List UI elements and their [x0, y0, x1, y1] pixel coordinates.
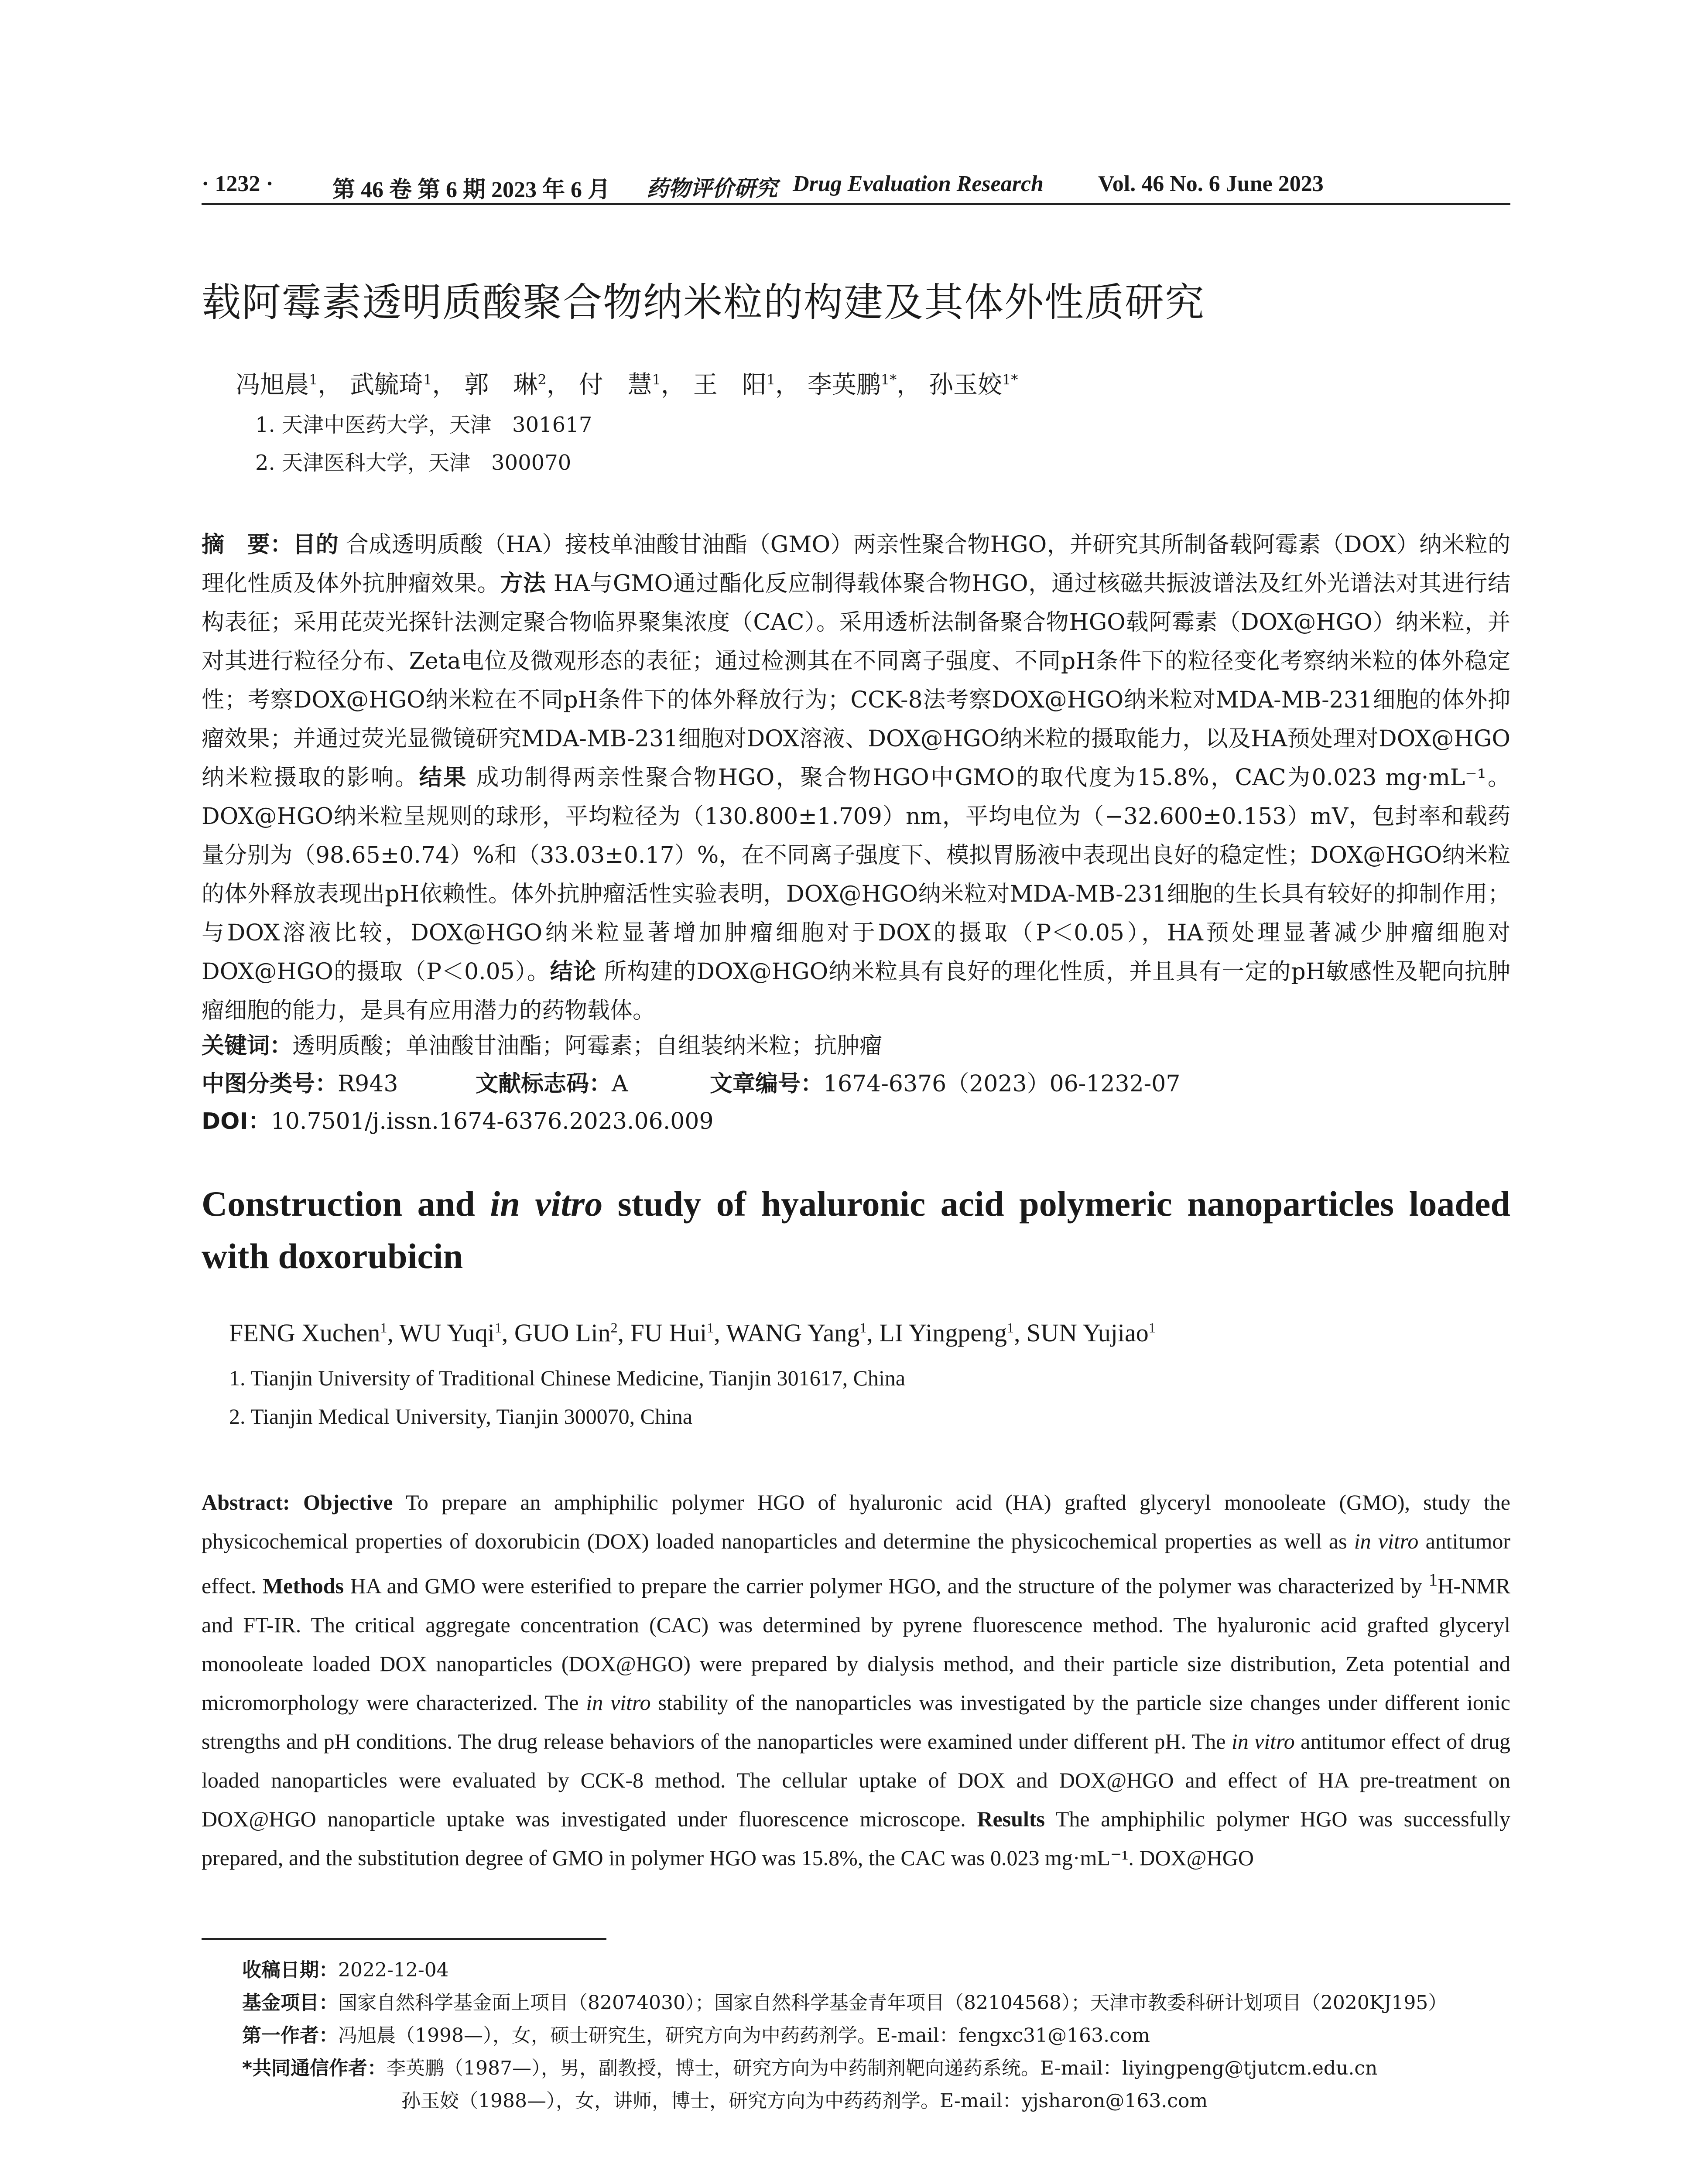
title-en	[202, 1178, 1510, 1282]
corresponding-label: *共同通信作者：	[242, 2057, 387, 2079]
results-cn: 成功制得两亲性聚合物HGO，聚合物HGO中GMO的取代度为15.8%，CAC为0.023 mg·mL⁻¹。DOX@HGO纳米粒呈规则的球形，平均粒径为（130.800±1.709）nm，平均电位为（−32.600±0.153）mV，包封率和载药量分别为（98.65±0.74）%和（33.03±0.17）%，在不同离子强度下、模拟胃肠液中表现出良好的稳定性；DOX@HGO纳米粒的体外释放表现出pH依赖性。体外抗肿瘤活性实验表明，DOX@HGO纳米粒对MDA-MB-231细胞的生长具有较好的抑制作用；与DOX溶液比较，DOX@HGO纳米粒显著增加肿瘤细胞对于DOX的摄取（P＜0.05），HA预处理显著减少肿瘤细胞对DOX@HGO的摄取（P＜0.05）。	[202, 765, 1511, 985]
italic-term: in vitro	[1231, 1729, 1295, 1754]
authors-en: FENG Xuchen$^1$, WU Yuqi$^1$, GUO Lin$^2$, FU Hui$^1$, WANG Yang$^1$, LI Yingpeng$^1$, SUN Yujiao$^1$	[229, 1319, 1156, 1347]
author-sup: 2	[537, 371, 547, 388]
affiliation-en-1: 1. Tianjin University of Traditional Chinese Medicine, Tianjin 301617, China	[229, 1366, 906, 1390]
fund-value: 国家自然科学基金面上项目（82074030）；国家自然科学基金青年项目（82104568）；天津市教委科研计划项目（2020KJ195）	[338, 1992, 1448, 2014]
results-label-cn: 结果	[419, 765, 468, 791]
author-sup: 1	[707, 1320, 714, 1336]
affiliation-cn-2: 2. 天津医科大学，天津 300070	[255, 451, 572, 475]
footnote-rule	[202, 1938, 606, 1940]
author-cn: 郭 琳	[464, 371, 538, 399]
objective-en: antitumor effect.	[202, 1529, 1510, 1598]
authors-cn: 冯旭晨$^1$， 武毓琦$^1$， 郭 琳$^2$， 付 慧$^1$， 王 阳$^1$， 李英鹏$^{1*}$， 孙玉姣$^{1*}$	[236, 371, 1018, 399]
footnote-first-author	[242, 2020, 1150, 2048]
methods-cn: HA与GMO通过酯化反应制得载体聚合物HGO，通过核磁共振波谱法及红外光谱法对其进行结构表征；采用芘荧光探针法测定聚合物临界聚集浓度（CAC）。采用透析法制备聚合物HGO载阿霉素（DOX@HGO）纳米粒，并对其进行粒径分布、Zeta电位及微观形态的表征；通过检测其在不同离子强度、不同pH条件下的粒径变化考察纳米粒的体外稳定性；考察DOX@HGO纳米粒在不同pH条件下的体外释放行为；CCK-8法考察DOX@HGO纳米粒对MDA-MB-231细胞的体外抑瘤效果；并通过荧光显微镜研究MDA-MB-231细胞对DOX溶液、DOX@HGO纳米粒的摄取能力，以及HA预处理对DOX@HGO纳米粒摄取的影响。	[202, 571, 1510, 791]
article-number-value: 1674-6376（2023）06-1232-07	[823, 1071, 1181, 1097]
abstract-label-cn: 摘 要：	[202, 532, 293, 558]
doi-label: DOI：	[202, 1108, 271, 1135]
received-value: 2022-12-04	[338, 1959, 449, 1981]
methods-label-en: Methods	[262, 1573, 344, 1598]
affiliation-cn-1: 1. 天津中医药大学，天津 301617	[255, 413, 592, 437]
keywords-label: 关键词：	[202, 1033, 293, 1059]
methods-en: H-NMR and FT-IR. The critical aggregate concentration (CAC) was determined by pyrene fluorescence method. The hyaluronic acid grafted glyceryl monooleate loaded DOX nanoparticles (DOX@HGO) were prepared by dialysis method, and their particle size distribution, Zeta potential and micromorphology were characterized. The	[202, 1573, 1510, 1715]
author-cn: 王 阳	[693, 371, 767, 399]
objective-label-en: Objective	[303, 1490, 393, 1514]
volume-en: Vol. 46 No. 6 June 2023	[1098, 171, 1324, 196]
clc-label: 中图分类号：	[202, 1071, 338, 1097]
author-en: LI Yingpeng	[879, 1319, 1007, 1347]
clc-value: R943	[338, 1071, 398, 1097]
affiliation-en-2: 2. Tianjin Medical University, Tianjin 300070, China	[229, 1404, 693, 1429]
author-sup: 1	[1148, 1320, 1156, 1336]
methods-en: HA and GMO were esterified to prepare the carrier polymer HGO, and the structure of the polymer was characterized by	[350, 1573, 1429, 1598]
author-cn: 冯旭晨	[236, 371, 309, 399]
author-cn: 付 慧	[578, 371, 652, 399]
doc-code-label: 文献标志码：	[476, 1071, 612, 1097]
author-sup: 1	[766, 371, 776, 388]
author-en: FU Hui	[630, 1319, 707, 1347]
author-sup: 1	[423, 371, 432, 388]
volume-cn: 第 46 卷 第 6 期 2023 年 6 月	[332, 178, 611, 202]
objective-label-cn: 目的	[293, 532, 339, 558]
author-sup: 1	[309, 371, 318, 388]
methods-sup: 1	[1428, 1570, 1438, 1590]
article-number-label: 文章编号：	[710, 1071, 824, 1097]
header-rule	[202, 203, 1510, 205]
fund-label: 基金项目：	[242, 1992, 338, 2014]
keywords-cn	[202, 1027, 882, 1060]
author-en: SUN Yujiao	[1026, 1319, 1149, 1347]
methods-en: antitumor effect of drug loaded nanoparticles were evaluated by CCK-8 method. The cellular uptake of DOX and DOX@HGO and effect of HA pre-treatment on DOX@HGO nanoparticle uptake was investigated under fluorescence microscope.	[202, 1729, 1511, 1831]
author-sup: 1	[380, 1320, 387, 1336]
footnote-fund	[242, 1987, 1447, 2015]
results-label-en: Results	[977, 1806, 1045, 1831]
journal-logo-cn: 药物评价研究	[647, 175, 777, 201]
author-sup: 1*	[880, 371, 897, 388]
methods-en: stability of the nanoparticles was investigated by the particle size changes under different ionic strengths and pH conditions. The drug release behaviors of the nanoparticles were examined under different pH. The	[202, 1690, 1510, 1754]
conclusion-label-cn: 结论	[550, 959, 596, 985]
doc-code-value: A	[612, 1071, 628, 1097]
author-sup: 1*	[1002, 371, 1018, 388]
author-sup: 1	[652, 371, 661, 388]
corresponding-value-1: 李英鹏（1987—），男，副教授，博士，研究方向为中药制剂靶向递药系统。E-mail：liyingpeng@tjutcm.edu.cn	[387, 2057, 1378, 2079]
title-en-part: Construction and	[202, 1184, 490, 1224]
journal-name-en: Drug Evaluation Research	[793, 171, 1044, 196]
page-number: · 1232 ·	[202, 171, 274, 196]
first-author-label: 第一作者：	[242, 2024, 338, 2047]
author-sup: 1	[1006, 1320, 1014, 1336]
first-author-value: 冯旭晨（1998—），女，硕士研究生，研究方向为中药药剂学。E-mail：fengxc31@163.com	[338, 2024, 1150, 2047]
author-cn: 孙玉姣	[929, 371, 1003, 399]
keywords-value: 透明质酸；单油酸甘油酯；阿霉素；自组装纳米粒；抗肿瘤	[292, 1033, 883, 1059]
doi-value: 10.7501/j.issn.1674-6376.2023.06.009	[270, 1108, 714, 1135]
objective-en: To prepare an amphiphilic polymer HGO of hyaluronic acid (HA) grafted glyceryl monooleate (GMO), study the physicochemical properties of doxorubicin (DOX) loaded nanoparticles and determine the physicochemical properties as well as	[202, 1490, 1510, 1553]
author-cn: 武毓琦	[350, 371, 424, 399]
title-en-part: study of hyaluronic acid polymeric nanoparticles loaded with doxorubicin	[202, 1184, 1510, 1276]
abstract-label-en: Abstract:	[202, 1490, 290, 1514]
results-en: The amphiphilic polymer HGO was successfully prepared, and the substitution degree of GMO in polymer HGO was 15.8%, the CAC was 0.023 mg·mL⁻¹. DOX@HGO	[202, 1806, 1510, 1870]
title-cn: 载阿霉素透明质酸聚合物纳米粒的构建及其体外性质研究	[202, 280, 1205, 325]
italic-term: in vitro	[586, 1690, 651, 1715]
author-en: GUO Lin	[514, 1319, 611, 1347]
doi-line	[202, 1103, 714, 1135]
footnote-corresponding-2: 孙玉姣（1988—），女，讲师，博士，研究方向为中药药剂学。E-mail：yjsharon@163.com	[401, 2090, 1208, 2112]
author-en: WANG Yang	[726, 1319, 860, 1347]
author-sup: 1	[859, 1320, 867, 1336]
abstract-cn	[202, 526, 1510, 1030]
received-label: 收稿日期：	[242, 1959, 338, 1981]
running-header	[202, 169, 1510, 200]
footnote-received	[242, 1954, 449, 1982]
classification-line	[202, 1065, 1510, 1096]
methods-label-cn: 方法	[500, 571, 546, 597]
objective-cn: 合成透明质酸（HA）接枝单油酸甘油酯（GMO）两亲性聚合物HGO，并研究其所制备载阿霉素（DOX）纳米粒的理化性质及体外抗肿瘤效果。	[202, 532, 1510, 597]
conclusion-cn: 所构建的DOX@HGO纳米粒具有良好的理化性质，并且具有一定的pH敏感性及靶向抗肿瘤细胞的能力，是具有应用潜力的药物载体。	[202, 959, 1510, 1024]
footnote-corresponding	[242, 2052, 1377, 2080]
title-en-italic: in vitro	[490, 1184, 603, 1224]
author-sup: 2	[610, 1320, 618, 1336]
author-sup: 1	[494, 1320, 502, 1336]
author-en: WU Yuqi	[399, 1319, 495, 1347]
author-en: FENG Xuchen	[229, 1319, 380, 1347]
author-cn: 李英鹏	[807, 371, 881, 399]
abstract-en	[202, 1483, 1510, 1877]
italic-term: in vitro	[1354, 1529, 1419, 1553]
